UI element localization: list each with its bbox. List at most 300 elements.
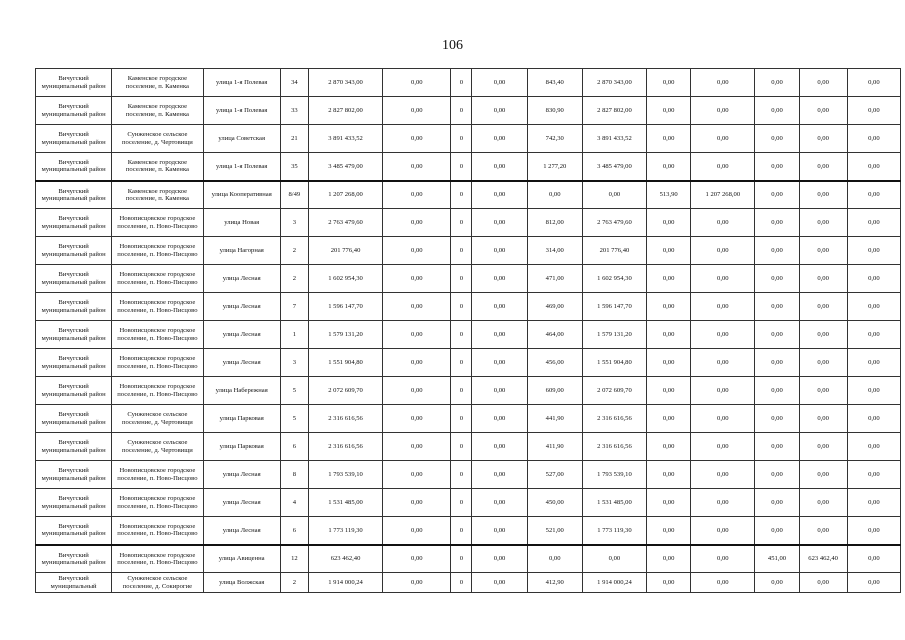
amount-cell: 0,00 [383, 489, 451, 517]
amount-cell: 0,00 [847, 293, 900, 321]
total-cost-cell: 1 914 000,24 [308, 573, 382, 593]
settlement-cell: Каменское городское поселение, п. Каменка [112, 181, 203, 209]
amount-cell: 0,00 [472, 97, 527, 125]
settlement-cell: Новописцовское городское поселение, п. Ново-Писцово [112, 293, 203, 321]
amount-cell: 1 793 539,10 [582, 461, 646, 489]
amount-cell: 0,00 [847, 377, 900, 405]
district-cell: Вичугский муниципальный район [36, 181, 112, 209]
area-cell: 0,00 [755, 405, 799, 433]
street-cell: улица Лесная [203, 461, 280, 489]
amount-cell: 0,00 [383, 293, 451, 321]
amount-cell: 0,00 [847, 181, 900, 209]
street-cell: улица Лесная [203, 489, 280, 517]
house-number-cell: 6 [280, 517, 308, 545]
amount-cell: 1 579 131,20 [582, 321, 646, 349]
amount-cell: 0,00 [799, 293, 847, 321]
amount-cell: 2 316 616,56 [582, 433, 646, 461]
amount-cell: 0,00 [847, 265, 900, 293]
count-cell: 0 [451, 181, 472, 209]
amount-cell: 0,00 [799, 97, 847, 125]
amount-cell: 0,00 [847, 349, 900, 377]
amount-cell: 0,00 [691, 349, 755, 377]
amount-cell: 0,00 [847, 433, 900, 461]
table-row [36, 461, 901, 489]
amount-cell: 0,00 [383, 433, 451, 461]
table-body [36, 69, 901, 593]
amount-cell: 0,00 [691, 209, 755, 237]
area-cell: 0,00 [755, 321, 799, 349]
amount-cell: 0,00 [691, 125, 755, 153]
area-cell: 0,00 [755, 153, 799, 181]
amount-cell: 0,00 [847, 573, 900, 593]
amount-cell: 0,00 [799, 573, 847, 593]
area-cell: 0,00 [755, 293, 799, 321]
area-cell: 469,00 [527, 293, 582, 321]
total-cost-cell: 623 462,40 [308, 545, 382, 573]
table-row [36, 181, 901, 209]
amount-cell: 0,00 [799, 489, 847, 517]
area-cell: 0,00 [647, 461, 691, 489]
house-number-cell: 12 [280, 545, 308, 573]
area-cell: 0,00 [647, 349, 691, 377]
table-row [36, 125, 901, 153]
total-cost-cell: 1 579 131,20 [308, 321, 382, 349]
district-cell: Вичугский муниципальный район [36, 265, 112, 293]
amount-cell: 0,00 [847, 125, 900, 153]
street-cell: улица Лесная [203, 517, 280, 545]
street-cell: улица 1-я Полевая [203, 153, 280, 181]
area-cell: 0,00 [755, 69, 799, 97]
street-cell: улица Новая [203, 209, 280, 237]
amount-cell: 0,00 [847, 517, 900, 545]
table-row [36, 153, 901, 181]
total-cost-cell: 2 316 616,56 [308, 433, 382, 461]
table-row [36, 517, 901, 545]
amount-cell: 0,00 [383, 153, 451, 181]
amount-cell: 1 531 485,00 [582, 489, 646, 517]
district-cell: Вичугский муниципальный район [36, 69, 112, 97]
total-cost-cell: 1 531 485,00 [308, 489, 382, 517]
amount-cell: 0,00 [799, 153, 847, 181]
count-cell: 0 [451, 125, 472, 153]
amount-cell: 0,00 [472, 321, 527, 349]
count-cell: 0 [451, 517, 472, 545]
amount-cell: 1 207 268,00 [691, 181, 755, 209]
district-cell: Вичугский муниципальный район [36, 545, 112, 573]
total-cost-cell: 1 793 539,10 [308, 461, 382, 489]
area-cell: 0,00 [755, 209, 799, 237]
area-cell: 0,00 [755, 125, 799, 153]
table-row [36, 265, 901, 293]
area-cell: 609,00 [527, 377, 582, 405]
street-cell: улица Волжская [203, 573, 280, 593]
count-cell: 0 [451, 545, 472, 573]
amount-cell: 0,00 [691, 265, 755, 293]
house-number-cell: 2 [280, 573, 308, 593]
area-cell: 0,00 [647, 209, 691, 237]
amount-cell: 1 914 000,24 [582, 573, 646, 593]
amount-cell: 0,00 [472, 125, 527, 153]
district-cell: Вичугский муниципальный район [36, 293, 112, 321]
area-cell: 0,00 [647, 125, 691, 153]
area-cell: 0,00 [755, 461, 799, 489]
table-row [36, 573, 901, 593]
table-row [36, 97, 901, 125]
district-cell: Вичугский муниципальный район [36, 125, 112, 153]
amount-cell: 0,00 [799, 517, 847, 545]
amount-cell: 0,00 [582, 545, 646, 573]
amount-cell: 1 773 119,30 [582, 517, 646, 545]
count-cell: 0 [451, 377, 472, 405]
count-cell: 0 [451, 489, 472, 517]
amount-cell: 0,00 [472, 405, 527, 433]
amount-cell: 0,00 [691, 293, 755, 321]
settlement-cell: Каменское городское поселение, п. Каменка [112, 97, 203, 125]
total-cost-cell: 1 551 904,80 [308, 349, 382, 377]
amount-cell: 0,00 [799, 181, 847, 209]
count-cell: 0 [451, 209, 472, 237]
amount-cell: 0,00 [472, 237, 527, 265]
amount-cell: 2 827 802,00 [582, 97, 646, 125]
amount-cell: 0,00 [847, 69, 900, 97]
amount-cell: 0,00 [691, 377, 755, 405]
table-row [36, 405, 901, 433]
area-cell: 0,00 [647, 405, 691, 433]
house-number-cell: 3 [280, 209, 308, 237]
amount-cell: 0,00 [847, 153, 900, 181]
district-cell: Вичугский муниципальный район [36, 237, 112, 265]
total-cost-cell: 2 072 609,70 [308, 377, 382, 405]
settlement-cell: Новописцовское городское поселение, п. Ново-Писцово [112, 349, 203, 377]
area-cell: 0,00 [647, 97, 691, 125]
area-cell: 513,90 [647, 181, 691, 209]
amount-cell: 0,00 [847, 461, 900, 489]
settlement-cell: Новописцовское городское поселение, п. Ново-Писцово [112, 321, 203, 349]
count-cell: 0 [451, 237, 472, 265]
area-cell: 830,90 [527, 97, 582, 125]
district-cell: Вичугский муниципальный район [36, 209, 112, 237]
area-cell: 0,00 [527, 545, 582, 573]
area-cell: 0,00 [647, 377, 691, 405]
amount-cell: 0,00 [847, 321, 900, 349]
amount-cell: 0,00 [383, 69, 451, 97]
amount-cell: 0,00 [691, 321, 755, 349]
amount-cell: 0,00 [799, 377, 847, 405]
area-cell: 471,00 [527, 265, 582, 293]
amount-cell: 0,00 [472, 181, 527, 209]
district-cell: Вичугский муниципальный район [36, 97, 112, 125]
amount-cell: 0,00 [691, 517, 755, 545]
amount-cell: 0,00 [472, 545, 527, 573]
area-cell: 0,00 [755, 97, 799, 125]
street-cell: улица Парковая [203, 433, 280, 461]
amount-cell: 0,00 [691, 237, 755, 265]
amount-cell: 0,00 [383, 209, 451, 237]
total-cost-cell: 2 870 343,00 [308, 69, 382, 97]
amount-cell: 0,00 [383, 265, 451, 293]
district-cell: Вичугский муниципальный район [36, 461, 112, 489]
area-cell: 0,00 [755, 265, 799, 293]
amount-cell: 2 763 479,60 [582, 209, 646, 237]
street-cell: улица Набережная [203, 377, 280, 405]
amount-cell: 0,00 [472, 69, 527, 97]
amount-cell: 0,00 [799, 321, 847, 349]
district-cell: Вичугский муниципальный район [36, 517, 112, 545]
table-row [36, 377, 901, 405]
street-cell: улица Нагорная [203, 237, 280, 265]
amount-cell: 0,00 [691, 545, 755, 573]
amount-cell: 0,00 [847, 97, 900, 125]
area-cell: 0,00 [647, 517, 691, 545]
street-cell: улица Лесная [203, 293, 280, 321]
amount-cell: 0,00 [799, 125, 847, 153]
total-cost-cell: 2 763 479,60 [308, 209, 382, 237]
amount-cell: 0,00 [691, 461, 755, 489]
settlement-cell: Сунженское сельское поселение, д. Чертовищи [112, 433, 203, 461]
area-cell: 0,00 [647, 293, 691, 321]
street-cell: улица Лесная [203, 321, 280, 349]
house-number-cell: 6 [280, 433, 308, 461]
amount-cell: 0,00 [847, 489, 900, 517]
area-cell: 451,00 [755, 545, 799, 573]
amount-cell: 0,00 [383, 181, 451, 209]
amount-cell: 0,00 [383, 405, 451, 433]
amount-cell: 0,00 [691, 69, 755, 97]
area-cell: 314,00 [527, 237, 582, 265]
amount-cell: 0,00 [383, 573, 451, 593]
settlement-cell: Новописцовское городское поселение, п. Ново-Писцово [112, 489, 203, 517]
area-cell: 0,00 [755, 377, 799, 405]
district-cell: Вичугский муниципальный район [36, 153, 112, 181]
area-cell: 0,00 [647, 321, 691, 349]
count-cell: 0 [451, 69, 472, 97]
house-number-cell: 3 [280, 349, 308, 377]
street-cell: улица Советская [203, 125, 280, 153]
amount-cell: 0,00 [799, 209, 847, 237]
house-number-cell: 1 [280, 321, 308, 349]
area-cell: 527,00 [527, 461, 582, 489]
settlement-cell: Каменское городское поселение, п. Каменка [112, 69, 203, 97]
table-row [36, 69, 901, 97]
house-number-cell: 34 [280, 69, 308, 97]
total-cost-cell: 2 316 616,56 [308, 405, 382, 433]
district-cell: Вичугский муниципальный район [36, 377, 112, 405]
street-cell: улица Кооперативная [203, 181, 280, 209]
table-row [36, 433, 901, 461]
count-cell: 0 [451, 293, 472, 321]
total-cost-cell: 3 891 433,52 [308, 125, 382, 153]
amount-cell: 0,00 [472, 433, 527, 461]
table-row [36, 209, 901, 237]
amount-cell: 0,00 [383, 377, 451, 405]
amount-cell: 0,00 [472, 209, 527, 237]
area-cell: 521,00 [527, 517, 582, 545]
settlement-cell: Новописцовское городское поселение, п. Ново-Писцово [112, 377, 203, 405]
settlement-cell: Новописцовское городское поселение, п. Ново-Писцово [112, 209, 203, 237]
amount-cell: 0,00 [582, 181, 646, 209]
amount-cell: 0,00 [472, 265, 527, 293]
amount-cell: 623 462,40 [799, 545, 847, 573]
total-cost-cell: 1 596 147,70 [308, 293, 382, 321]
house-number-cell: 5 [280, 405, 308, 433]
amount-cell: 0,00 [472, 517, 527, 545]
house-number-cell: 33 [280, 97, 308, 125]
settlement-cell: Новописцовское городское поселение, п. Ново-Писцово [112, 545, 203, 573]
house-number-cell: 2 [280, 237, 308, 265]
count-cell: 0 [451, 97, 472, 125]
table-row [36, 489, 901, 517]
house-number-cell: 5 [280, 377, 308, 405]
district-cell: Вичугский муниципальный [36, 573, 112, 593]
area-cell: 0,00 [755, 349, 799, 377]
area-cell: 450,00 [527, 489, 582, 517]
amount-cell: 0,00 [799, 405, 847, 433]
count-cell: 0 [451, 349, 472, 377]
amount-cell: 3 485 479,00 [582, 153, 646, 181]
area-cell: 464,00 [527, 321, 582, 349]
area-cell: 441,90 [527, 405, 582, 433]
area-cell: 0,00 [647, 489, 691, 517]
house-number-cell: 7 [280, 293, 308, 321]
house-number-cell: 8/49 [280, 181, 308, 209]
area-cell: 742,30 [527, 125, 582, 153]
amount-cell: 0,00 [847, 237, 900, 265]
street-cell: улица Парковая [203, 405, 280, 433]
area-cell: 0,00 [647, 265, 691, 293]
settlement-cell: Новописцовское городское поселение, п. Ново-Писцово [112, 265, 203, 293]
area-cell: 0,00 [647, 433, 691, 461]
district-cell: Вичугский муниципальный район [36, 489, 112, 517]
count-cell: 0 [451, 461, 472, 489]
area-cell: 0,00 [755, 517, 799, 545]
amount-cell: 1 596 147,70 [582, 293, 646, 321]
street-cell: улица 1-я Полевая [203, 69, 280, 97]
amount-cell: 0,00 [847, 405, 900, 433]
total-cost-cell: 2 827 802,00 [308, 97, 382, 125]
area-cell: 812,00 [527, 209, 582, 237]
total-cost-cell: 1 773 119,30 [308, 517, 382, 545]
amount-cell: 0,00 [799, 349, 847, 377]
table-row [36, 349, 901, 377]
area-cell: 1 277,20 [527, 153, 582, 181]
district-cell: Вичугский муниципальный район [36, 349, 112, 377]
amount-cell: 0,00 [472, 489, 527, 517]
count-cell: 0 [451, 321, 472, 349]
amount-cell: 3 891 433,52 [582, 125, 646, 153]
amount-cell: 0,00 [799, 265, 847, 293]
area-cell: 0,00 [647, 545, 691, 573]
amount-cell: 0,00 [691, 573, 755, 593]
amount-cell: 0,00 [799, 69, 847, 97]
count-cell: 0 [451, 433, 472, 461]
total-cost-cell: 201 776,40 [308, 237, 382, 265]
amount-cell: 0,00 [691, 97, 755, 125]
amount-cell: 0,00 [691, 405, 755, 433]
amount-cell: 2 316 616,56 [582, 405, 646, 433]
amount-cell: 1 551 904,80 [582, 349, 646, 377]
house-number-cell: 8 [280, 461, 308, 489]
amount-cell: 0,00 [472, 293, 527, 321]
page-number: 106 [442, 38, 463, 53]
amount-cell: 201 776,40 [582, 237, 646, 265]
area-cell: 411,90 [527, 433, 582, 461]
amount-cell: 0,00 [472, 349, 527, 377]
count-cell: 0 [451, 405, 472, 433]
house-number-cell: 4 [280, 489, 308, 517]
amount-cell: 0,00 [691, 433, 755, 461]
settlement-cell: Новописцовское городское поселение, п. Ново-Писцово [112, 517, 203, 545]
amount-cell: 0,00 [383, 517, 451, 545]
amount-cell: 0,00 [799, 433, 847, 461]
amount-cell: 0,00 [691, 489, 755, 517]
house-number-cell: 2 [280, 265, 308, 293]
amount-cell: 0,00 [799, 237, 847, 265]
area-cell: 0,00 [755, 489, 799, 517]
settlement-cell: Каменское городское поселение, п. Каменка [112, 153, 203, 181]
amount-cell: 0,00 [383, 125, 451, 153]
amount-cell: 0,00 [847, 209, 900, 237]
amount-cell: 0,00 [383, 545, 451, 573]
count-cell: 0 [451, 573, 472, 593]
area-cell: 456,00 [527, 349, 582, 377]
amount-cell: 0,00 [472, 377, 527, 405]
amount-cell: 0,00 [383, 321, 451, 349]
count-cell: 0 [451, 265, 472, 293]
amount-cell: 0,00 [847, 545, 900, 573]
amount-cell: 2 072 609,70 [582, 377, 646, 405]
settlement-cell: Новописцовское городское поселение, п. Ново-Писцово [112, 237, 203, 265]
house-number-cell: 21 [280, 125, 308, 153]
total-cost-cell: 1 207 268,00 [308, 181, 382, 209]
area-cell: 0,00 [647, 69, 691, 97]
total-cost-cell: 3 485 479,00 [308, 153, 382, 181]
street-cell: улица 1-я Полевая [203, 97, 280, 125]
area-cell: 412,90 [527, 573, 582, 593]
district-cell: Вичугский муниципальный район [36, 321, 112, 349]
table-row [36, 237, 901, 265]
amount-cell: 0,00 [691, 153, 755, 181]
amount-cell: 0,00 [472, 573, 527, 593]
amount-cell: 0,00 [383, 97, 451, 125]
area-cell: 0,00 [527, 181, 582, 209]
area-cell: 0,00 [647, 237, 691, 265]
amount-cell: 0,00 [383, 461, 451, 489]
district-cell: Вичугский муниципальный район [36, 433, 112, 461]
table-row [36, 321, 901, 349]
count-cell: 0 [451, 153, 472, 181]
area-cell: 0,00 [647, 573, 691, 593]
amount-cell: 0,00 [472, 153, 527, 181]
house-number-cell: 35 [280, 153, 308, 181]
amount-cell: 0,00 [383, 237, 451, 265]
street-cell: улица Авиценна [203, 545, 280, 573]
amount-cell: 0,00 [472, 461, 527, 489]
settlement-cell: Сунженское сельское поселение, д. Сокирогие [112, 573, 203, 593]
area-cell: 0,00 [755, 181, 799, 209]
table-row [36, 293, 901, 321]
amount-cell: 0,00 [799, 461, 847, 489]
street-cell: улица Лесная [203, 265, 280, 293]
settlement-cell: Сунженское сельское поселение, д. Чертовищи [112, 125, 203, 153]
table-row [36, 545, 901, 573]
area-cell: 0,00 [755, 573, 799, 593]
area-cell: 0,00 [755, 433, 799, 461]
amount-cell: 1 602 954,30 [582, 265, 646, 293]
settlement-cell: Сунженское сельское поселение, д. Чертовищи [112, 405, 203, 433]
area-cell: 0,00 [755, 237, 799, 265]
amount-cell: 2 870 343,00 [582, 69, 646, 97]
settlement-cell: Новописцовское городское поселение, п. Ново-Писцово [112, 461, 203, 489]
